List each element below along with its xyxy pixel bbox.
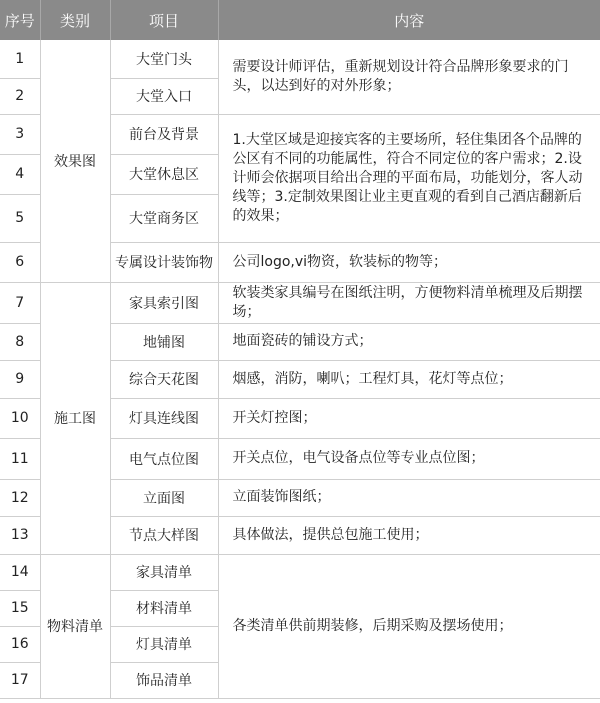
row-number: 17 (0, 662, 40, 698)
item-cell: 大堂商务区 (110, 194, 218, 242)
row-number: 5 (0, 194, 40, 242)
row-number: 11 (0, 438, 40, 479)
item-cell: 立面图 (110, 479, 218, 516)
row-number: 8 (0, 323, 40, 360)
item-cell: 家具索引图 (110, 282, 218, 323)
item-cell: 灯具清单 (110, 626, 218, 662)
category-cell: 施工图 (40, 282, 110, 554)
row-number: 6 (0, 242, 40, 282)
item-cell: 节点大样图 (110, 516, 218, 554)
content-cell: 开关灯控图； (218, 398, 600, 438)
header-content: 内容 (218, 0, 600, 40)
item-cell: 灯具连线图 (110, 398, 218, 438)
row-number: 12 (0, 479, 40, 516)
category-cell: 效果图 (40, 40, 110, 282)
item-cell: 地铺图 (110, 323, 218, 360)
table-row (0, 554, 600, 590)
content-cell: 具体做法，提供总包施工使用； (218, 516, 600, 554)
table-row (0, 282, 600, 323)
content-cell: 烟感，消防，喇叭；工程灯具，花灯等点位； (218, 360, 600, 398)
item-cell: 综合天花图 (110, 360, 218, 398)
content-cell: 地面瓷砖的铺设方式； (218, 323, 600, 360)
header-number: 序号 (0, 0, 40, 40)
item-cell: 家具清单 (110, 554, 218, 590)
row-number: 2 (0, 78, 40, 114)
header-item: 项目 (110, 0, 218, 40)
row-number: 9 (0, 360, 40, 398)
content-cell: 立面装饰图纸； (218, 479, 600, 516)
row-number: 1 (0, 40, 40, 78)
header-category: 类别 (40, 0, 110, 40)
row-number: 13 (0, 516, 40, 554)
content-cell: 各类清单供前期装修，后期采购及摆场使用； (218, 554, 600, 698)
item-cell: 饰品清单 (110, 662, 218, 698)
row-number: 16 (0, 626, 40, 662)
content-cell: 公司logo,vi物资，软装标的物等； (218, 242, 600, 282)
row-number: 15 (0, 590, 40, 626)
item-cell: 大堂入口 (110, 78, 218, 114)
row-number: 14 (0, 554, 40, 590)
table-row (0, 40, 600, 78)
item-cell: 专属设计装饰物 (110, 242, 218, 282)
content-cell: 软装类家具编号在图纸注明，方便物料清单梳理及后期摆场； (218, 282, 600, 323)
item-cell: 大堂门头 (110, 40, 218, 78)
category-cell: 物料清单 (40, 554, 110, 698)
row-number: 7 (0, 282, 40, 323)
content-cell: 需要设计师评估，重新规划设计符合品牌形象要求的门头，以达到好的对外形象； (218, 40, 600, 114)
item-cell: 电气点位图 (110, 438, 218, 479)
content-cell: 开关点位，电气设备点位等专业点位图； (218, 438, 600, 479)
row-number: 10 (0, 398, 40, 438)
row-number: 3 (0, 114, 40, 154)
item-cell: 材料清单 (110, 590, 218, 626)
item-cell: 大堂休息区 (110, 154, 218, 194)
content-cell: 1.大堂区域是迎接宾客的主要场所，轻住集团各个品牌的公区有不同的功能属性，符合不同定位的客户需求；2.设计师会依据项目给出合理的平面布局，功能划分，客人动线等；3.定制效果图让业主更直观的看到自己酒店翻新后的效果； (218, 114, 600, 242)
row-number: 4 (0, 154, 40, 194)
item-cell: 前台及背景 (110, 114, 218, 154)
header-row (0, 0, 600, 40)
